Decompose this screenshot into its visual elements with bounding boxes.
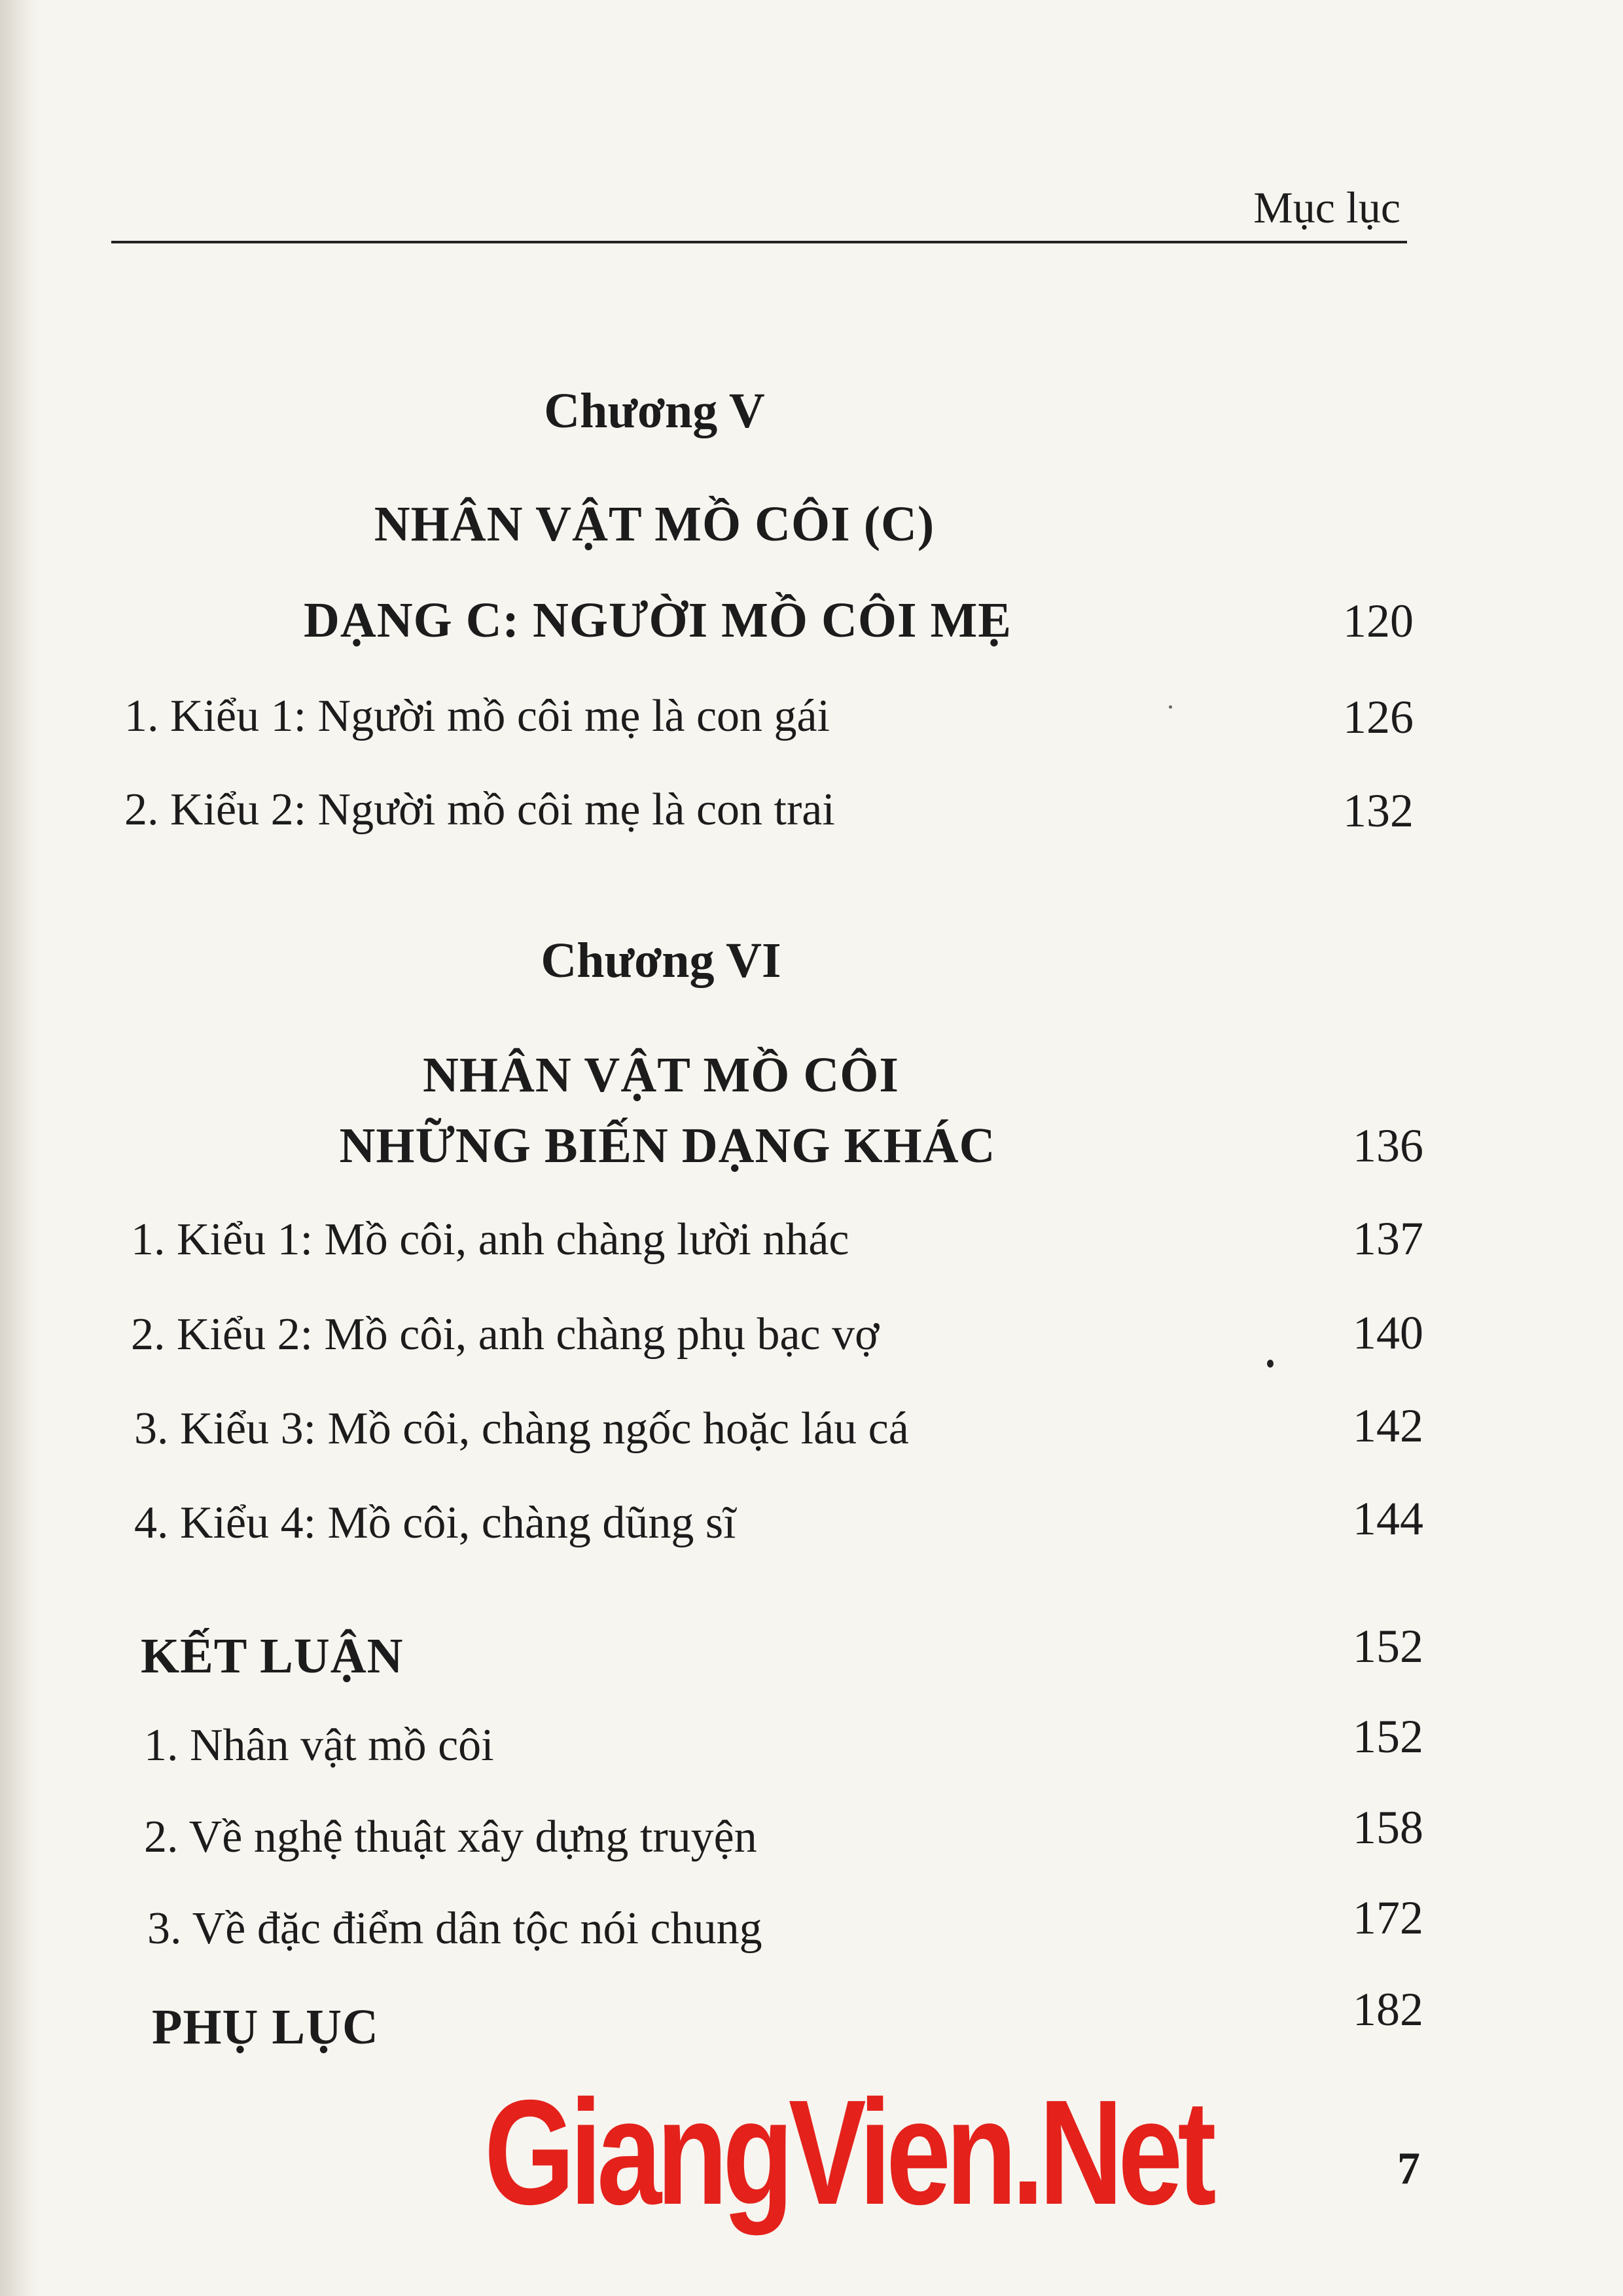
toc-item-c6-2: 2. Kiểu 2: Mồ côi, anh chàng phụ bạc vợ — [131, 1309, 880, 1360]
appendix-page: 182 — [1353, 1983, 1423, 2036]
folio-page-number: 7 — [1397, 2144, 1420, 2194]
toc-item-c6-1-page: 137 — [1353, 1212, 1423, 1265]
toc-item-kl-1-page: 152 — [1353, 1710, 1423, 1763]
toc-item-kl-1: 1. Nhân vật mồ côi — [144, 1720, 494, 1771]
toc-item-c5-2-page: 132 — [1343, 785, 1414, 837]
site-watermark: GiangVien.Net — [484, 2070, 1211, 2236]
chapter-6-heading: Chương VI — [541, 933, 781, 988]
toc-item-kl-3-page: 172 — [1353, 1892, 1423, 1944]
toc-item-kl-2: 2. Về nghệ thuật xây dựng truyện — [144, 1812, 757, 1862]
scan-speck — [1169, 705, 1172, 709]
toc-item-c6-3: 3. Kiểu 3: Mồ côi, chàng ngốc hoặc láu cá — [134, 1404, 909, 1454]
chapter-5-title: NHÂN VẬT MỒ CÔI (C) — [374, 497, 935, 552]
chapter-5-heading: Chương V — [544, 383, 765, 438]
header-rule — [111, 241, 1407, 243]
conclusion-page: 152 — [1353, 1620, 1423, 1672]
appendix-title: PHỤ LỤC — [152, 2000, 379, 2055]
toc-item-kl-2-page: 158 — [1353, 1801, 1423, 1854]
conclusion-title: KẾT LUẬN — [141, 1629, 404, 1684]
chapter-6-title: NHÂN VẬT MỒ CÔI — [423, 1048, 899, 1103]
toc-item-c6-1: 1. Kiểu 1: Mồ côi, anh chàng lười nhác — [131, 1214, 849, 1265]
chapter-5-subtitle: DẠNG C: NGƯỜI MỒ CÔI MẸ — [304, 593, 1012, 648]
toc-item-c5-2: 2. Kiểu 2: Người mồ côi mẹ là con trai — [124, 785, 835, 835]
chapter-6-subtitle: NHỮNG BIẾN DẠNG KHÁC — [339, 1118, 996, 1173]
scan-speck — [1267, 1360, 1274, 1368]
toc-item-c5-1-page: 126 — [1343, 691, 1414, 743]
toc-item-c6-2-page: 140 — [1353, 1307, 1423, 1359]
toc-item-c6-4-page: 144 — [1353, 1492, 1423, 1545]
toc-item-c6-4: 4. Kiểu 4: Mồ côi, chàng dũng sĩ — [134, 1498, 736, 1548]
toc-item-kl-3: 3. Về đặc điểm dân tộc nói chung — [147, 1903, 762, 1954]
page-binding-shadow — [0, 0, 39, 2296]
chapter-5-subtitle-page: 120 — [1343, 595, 1414, 647]
toc-item-c5-1: 1. Kiểu 1: Người mồ côi mẹ là con gái — [124, 691, 830, 741]
running-header: Mục lục — [1253, 183, 1400, 232]
toc-item-c6-3-page: 142 — [1353, 1400, 1423, 1452]
chapter-6-subtitle-page: 136 — [1353, 1120, 1423, 1172]
